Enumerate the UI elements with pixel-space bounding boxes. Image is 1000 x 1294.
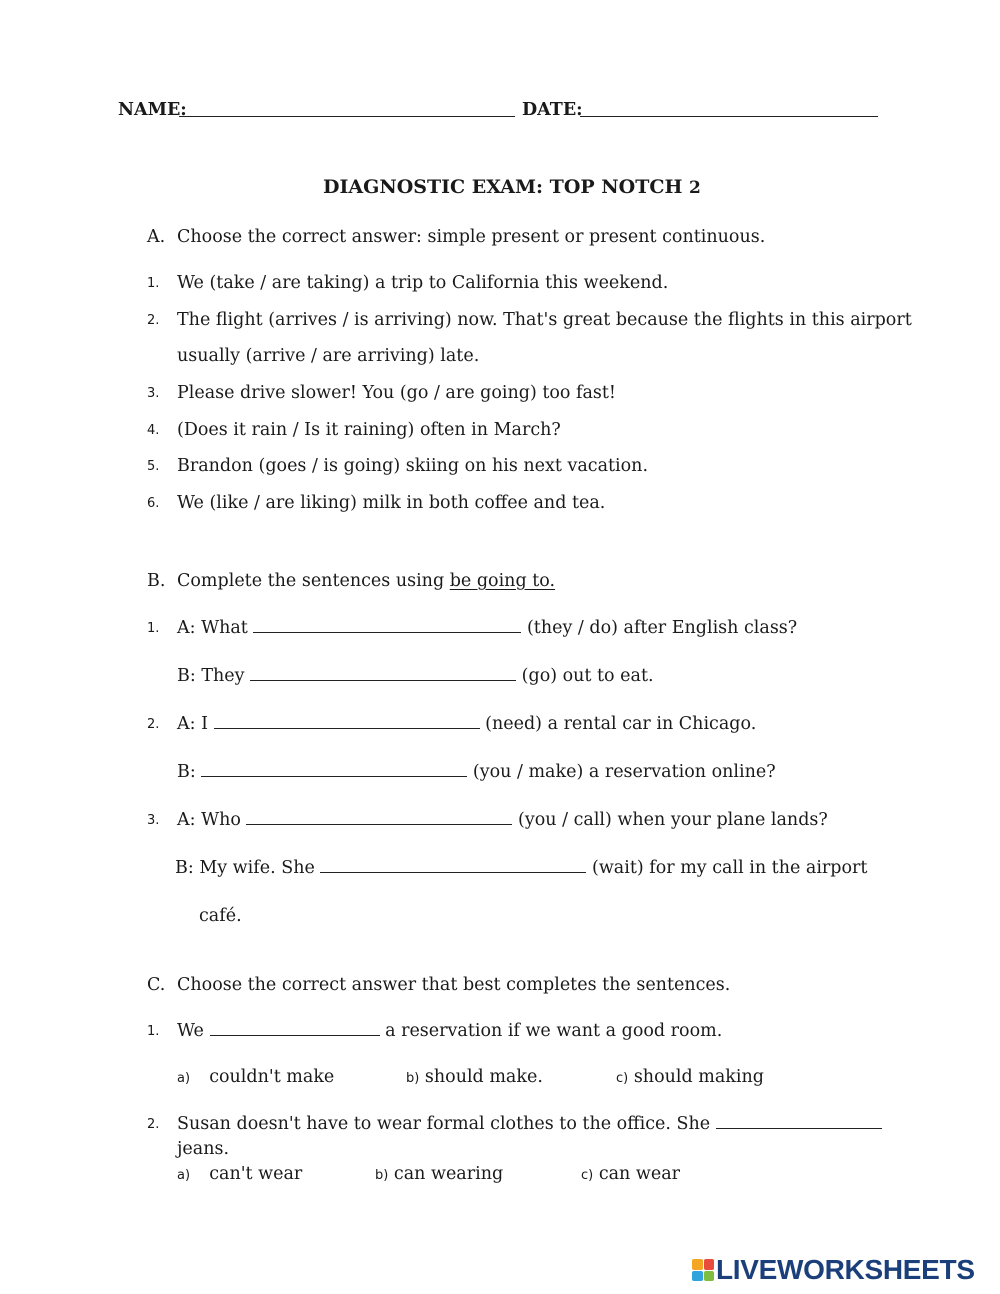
b-item-2-line-b (177, 761, 776, 783)
b-item-2-line-a (177, 713, 756, 735)
date-field[interactable] (580, 116, 878, 117)
c-item-2-continuation: jeans. (177, 1139, 230, 1159)
c-item-2-option-b[interactable] (375, 1163, 503, 1187)
a-item-6-text: We (like / are liking) milk in both coffee and tea. (177, 493, 606, 513)
a-item-2-text: The flight (arrives / is arriving) now. That's great because the flights in this airport (177, 310, 912, 330)
b-item-2-b-blank[interactable] (201, 761, 467, 777)
c-item-2-text (177, 1113, 882, 1135)
c-item-2-option-c[interactable] (581, 1163, 680, 1187)
b-item-3-line-a (177, 809, 828, 831)
b-item-1-number: 1. (147, 621, 160, 636)
b-item-1-a-post: (they / do) after English class? (526, 618, 798, 638)
section-b-instruction (177, 570, 555, 592)
option-text: couldn't make (209, 1067, 335, 1087)
b-item-3-a-post: (you / call) when your plane lands? (518, 810, 828, 830)
b-item-1-b-post: (go) out to eat. (521, 666, 654, 686)
option-label: b) (406, 1071, 420, 1086)
b-item-3-a-pre: A: Who (177, 810, 241, 830)
c-item-1-number: 1. (147, 1024, 160, 1039)
c-item-1-option-b[interactable] (406, 1066, 543, 1090)
page-title (323, 175, 701, 200)
c-item-1-pre: We (177, 1021, 204, 1041)
c-item-2-option-a[interactable] (177, 1163, 302, 1187)
b-item-2-a-pre: A: I (177, 714, 209, 734)
logo-square-3 (692, 1271, 703, 1282)
section-c-instruction: Choose the correct answer that best completes the sentences. (177, 975, 731, 995)
liveworksheets-logo-icon (692, 1259, 714, 1281)
section-a-instruction: Choose the correct answer: simple present or present continuous. (177, 227, 766, 247)
option-label: a) (177, 1071, 191, 1086)
section-c-letter: C. (147, 975, 166, 995)
b-item-3-b-blank[interactable] (320, 857, 586, 873)
a-item-4-text: (Does it rain / Is it raining) often in March? (177, 420, 561, 440)
option-label: b) (375, 1168, 389, 1183)
c-item-1-text (177, 1020, 722, 1042)
a-item-4-number: 4. (147, 423, 160, 438)
b-item-2-a-blank[interactable] (214, 713, 480, 729)
c-item-2-blank[interactable] (716, 1113, 882, 1129)
a-item-3-number: 3. (147, 386, 160, 401)
b-item-3-a-blank[interactable] (246, 809, 512, 825)
option-text: can wear (598, 1164, 681, 1184)
date-label: DATE: (522, 100, 583, 120)
section-b-letter: B. (147, 571, 166, 591)
a-item-2-continuation: usually (arrive / are arriving) late. (177, 346, 480, 366)
name-label: NAME: (118, 100, 187, 120)
b-item-2-a-post: (need) a rental car in Chicago. (485, 714, 757, 734)
logo-square-4 (704, 1271, 715, 1282)
a-item-1-text: We (take / are taking) a trip to California this weekend. (177, 273, 669, 293)
name-field[interactable] (179, 116, 515, 117)
option-label: c) (616, 1071, 629, 1086)
option-text: can wearing (393, 1164, 504, 1184)
b-item-2-b-pre: B: (177, 762, 196, 782)
b-item-2-number: 2. (147, 717, 160, 732)
b-item-2-b-post: (you / make) a reservation online? (472, 762, 776, 782)
option-text: should making (633, 1067, 764, 1087)
b-item-1-b-blank[interactable] (250, 665, 516, 681)
section-a-letter: A. (147, 227, 166, 247)
b-item-1-a-blank[interactable] (253, 617, 521, 633)
logo-square-1 (692, 1259, 703, 1270)
b-item-1-line-b (177, 665, 654, 687)
c-item-1-option-c[interactable] (616, 1066, 764, 1090)
b-item-1-a-pre: A: What (177, 618, 248, 638)
c-item-1-option-a[interactable] (177, 1066, 334, 1090)
liveworksheets-logo (692, 1255, 975, 1285)
b-item-3-line-b (175, 857, 867, 879)
a-item-1-number: 1. (147, 276, 160, 291)
option-label: c) (581, 1168, 594, 1183)
c-item-1-blank[interactable] (210, 1020, 380, 1036)
c-item-2-pre: Susan doesn't have to wear formal clothes to the office. She (177, 1114, 711, 1134)
b-item-3-continuation: café. (199, 906, 242, 926)
option-text: can't wear (209, 1164, 303, 1184)
a-item-3-text: Please drive slower! You (go / are going) too fast! (177, 383, 616, 403)
title-main: DIAGNOSTIC EXAM: TOP NOTCH (323, 176, 683, 198)
title-number: 2 (689, 178, 701, 198)
b-item-3-b-pre: B: My wife. She (175, 858, 315, 878)
a-item-5-number: 5. (147, 459, 160, 474)
section-b-instruction-text: Complete the sentences using (177, 571, 445, 591)
c-item-2-number: 2. (147, 1117, 160, 1132)
a-item-5-text: Brandon (goes / is going) skiing on his next vacation. (177, 456, 649, 476)
c-item-1-post: a reservation if we want a good room. (385, 1021, 723, 1041)
b-item-1-line-a (177, 617, 797, 639)
b-item-1-b-pre: B: They (177, 666, 245, 686)
logo-text: LIVEWORKSHEETS (716, 1254, 975, 1285)
b-item-3-number: 3. (147, 813, 160, 828)
section-b-instruction-underlined: be going to. (449, 571, 556, 591)
option-label: a) (177, 1168, 191, 1183)
logo-square-2 (704, 1259, 715, 1270)
a-item-2-number: 2. (147, 313, 160, 328)
b-item-3-b-post: (wait) for my call in the airport (592, 858, 868, 878)
option-text: should make. (424, 1067, 543, 1087)
a-item-6-number: 6. (147, 496, 160, 511)
